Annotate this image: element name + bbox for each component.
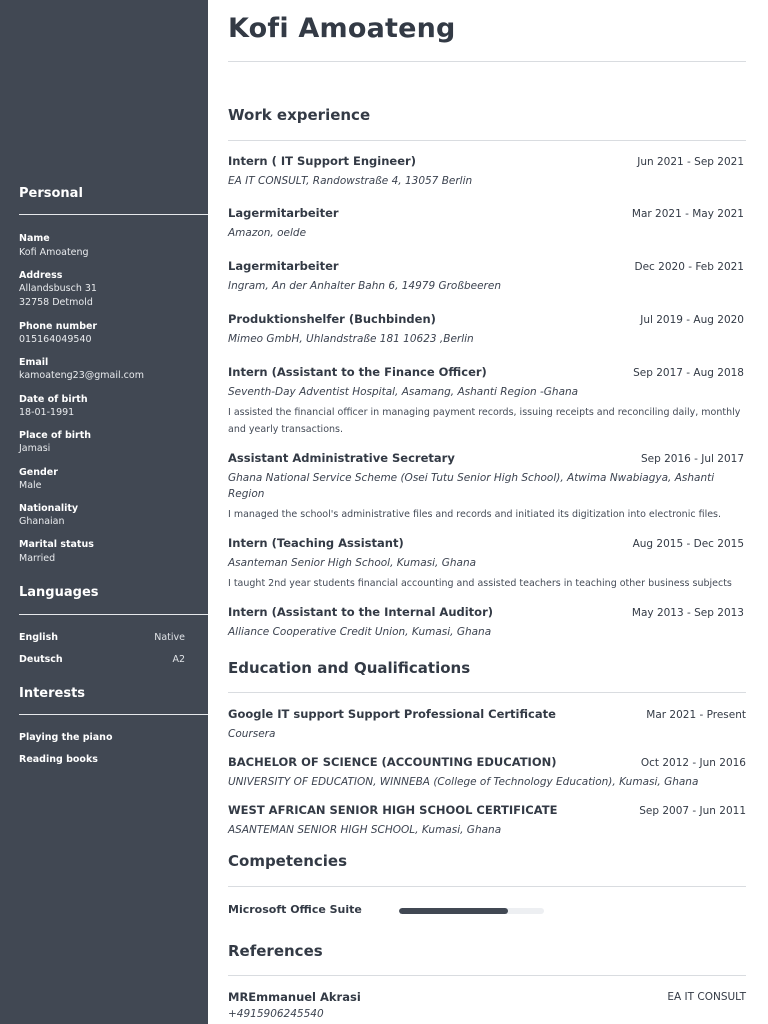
work-entry-employer: Ingram, An der Anhalter Bahn 6, 14979 Großbeeren [228,280,501,292]
work-entry-employer: Amazon, oelde [228,227,307,239]
work-entry-title: Produktionshelfer (Buchbinden) [228,312,436,326]
personal-value-marital: Married [19,553,56,564]
work-entry-title: Intern (Assistant to the Finance Officer) [228,365,487,379]
language-name: English [19,632,58,643]
personal-label-email: Email [19,357,49,368]
work-entry-description: I taught 2nd year students financial accounting and assisted teachers in teaching other business subjects [228,578,732,589]
work-entry [228,259,744,294]
personal-divider [19,214,208,215]
interest-item: Playing the piano [19,732,113,743]
education-entry-date: Sep 2007 - Jun 2011 [639,805,746,817]
personal-label-phone: Phone number [19,321,98,332]
work-entry [228,206,744,241]
personal-label-name: Name [19,233,50,244]
education-entry-institution: ASANTEMAN SENIOR HIGH SCHOOL, Kumasi, Ghana [228,824,502,836]
work-entry-date: Sep 2017 - Aug 2018 [633,367,744,379]
education-heading: Education and Qualifications [228,659,471,677]
education-entry [228,755,746,790]
reference-name: MREmmanuel Akrasi [228,990,361,1004]
education-entry [228,707,746,742]
personal-label-pob: Place of birth [19,430,92,441]
work-entry-title: Intern ( IT Support Engineer) [228,154,416,168]
work-entry-title: Assistant Administrative Secretary [228,451,455,465]
personal-value-pob: Jamasi [19,443,51,454]
skill-level-bar [399,908,544,914]
work-entry-employer: EA IT CONSULT, Randowstraße 4, 13057 Berlin [228,175,473,187]
work-entry-title: Lagermitarbeiter [228,206,339,220]
work-entry [228,154,744,189]
references-heading: References [228,942,323,960]
work-entry-description: I managed the school's administrative files and records and initiated its digitization into electronic files. [228,509,722,520]
personal-value-address-line1: Allandsbusch 31 [19,283,97,294]
language-level: A2 [172,654,185,665]
work-entry-description: I assisted the financial officer in managing payment records, issuing receipts and reconciling daily, monthly and yearly transactions. [228,407,741,435]
languages-heading: Languages [19,585,99,600]
personal-label-marital: Marital status [19,539,94,550]
work-entry-employer: Asanteman Senior High School, Kumasi, Ghana [228,557,477,569]
personal-label-dob: Date of birth [19,394,88,405]
work-entry-title: Intern (Teaching Assistant) [228,536,404,550]
education-entry-title: BACHELOR OF SCIENCE (ACCOUNTING EDUCATION) [228,755,557,769]
work-entry [228,605,744,640]
education-entry-title: WEST AFRICAN SENIOR HIGH SCHOOL CERTIFICATE [228,803,558,817]
references-divider [228,975,746,976]
personal-heading: Personal [19,186,83,201]
education-divider [228,692,746,693]
work-entry-date: Sep 2016 - Jul 2017 [640,453,744,465]
work-entry [228,451,744,523]
education-entry-date: Oct 2012 - Jun 2016 [640,757,746,769]
work-divider [228,140,746,141]
interests-heading: Interests [19,686,86,701]
education-entry-institution: Coursera [228,728,276,740]
personal-value-gender: Male [19,480,42,491]
education-entry-date: Mar 2021 - Present [646,709,746,721]
sidebar [0,0,208,1024]
personal-value-address-line2: 32758 Detmold [19,297,93,308]
education-entry [228,803,746,838]
work-entry-employer: Alliance Cooperative Credit Union, Kumasi, Ghana [228,626,492,638]
work-entry-employer: Ghana National Service Scheme (Osei Tutu Senior High School), Atwima Nwabiagya, Ashanti Region [228,472,715,500]
language-row [19,631,185,644]
interest-item: Reading books [19,754,98,765]
work-entry-date: May 2013 - Sep 2013 [631,607,744,619]
work-entry [228,536,744,592]
personal-value-phone: 015164049540 [19,334,92,345]
candidate-name: Kofi Amoateng [228,13,456,44]
language-row [19,653,185,666]
personal-value-dob: 18-01-1991 [19,407,75,418]
personal-value-nationality: Ghanaian [19,516,65,527]
personal-value-name: Kofi Amoateng [19,247,89,258]
work-experience-heading: Work experience [228,106,371,124]
work-entry-title: Lagermitarbeiter [228,259,339,273]
languages-divider [19,614,208,615]
work-entry-date: Dec 2020 - Feb 2021 [634,261,744,273]
work-entry-date: Jul 2019 - Aug 2020 [640,314,744,326]
personal-label-address: Address [19,270,63,281]
personal-label-gender: Gender [19,467,58,478]
competencies-divider [228,886,746,887]
competencies-heading: Competencies [228,852,348,870]
language-name: Deutsch [19,654,63,665]
personal-label-nationality: Nationality [19,503,79,514]
work-entry-title: Intern (Assistant to the Internal Auditor) [228,605,494,619]
work-entry [228,365,744,438]
interests-divider [19,714,208,715]
work-entry-date: Aug 2015 - Dec 2015 [632,538,744,550]
work-entry-employer: Mimeo GmbH, Uhlandstraße 181 10623 ,Berlin [228,333,474,345]
reference-organization: EA IT CONSULT [667,991,746,1003]
skill-name: Microsoft Office Suite [228,903,362,916]
work-entry [228,312,744,347]
personal-value-email: kamoateng23@gmail.com [19,370,144,381]
language-level: Native [154,632,185,643]
work-entry-date: Jun 2021 - Sep 2021 [637,156,744,168]
reference-phone: +4915906245540 [228,1008,324,1020]
work-entry-date: Mar 2021 - May 2021 [631,208,744,220]
name-divider [228,61,746,62]
education-entry-title: Google IT support Support Professional Certificate [228,707,556,721]
work-entry-employer: Seventh-Day Adventist Hospital, Asamang, Ashanti Region -Ghana [228,386,579,398]
education-entry-institution: UNIVERSITY OF EDUCATION, WINNEBA (College of Technology Education), Kumasi, Ghana [228,776,699,788]
skill-level-fill [399,908,508,914]
